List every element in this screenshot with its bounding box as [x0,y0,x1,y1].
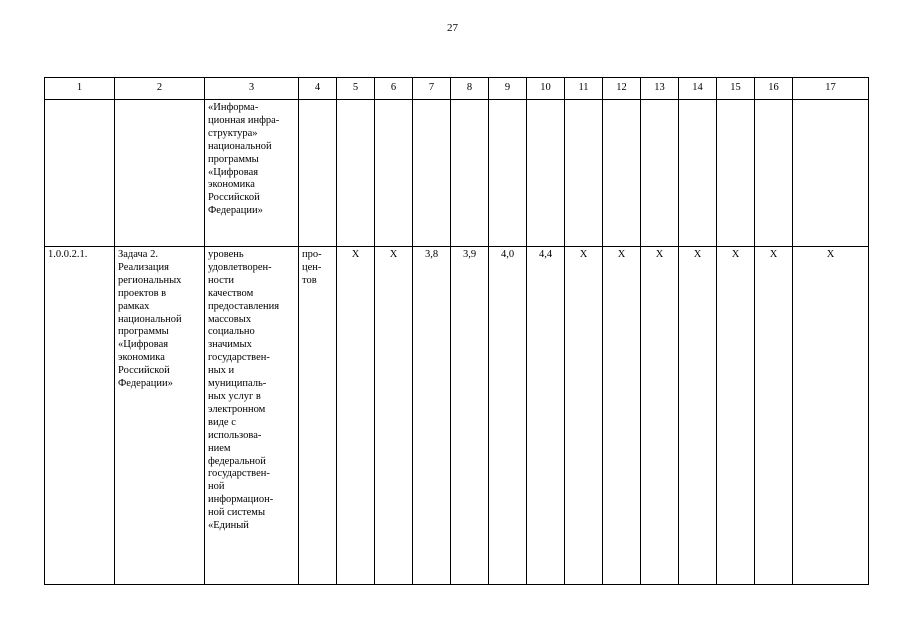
task-name-cell: Задача 2. Реализация региональных проектов в рамках национальной программы «Цифровая экономика Российской Федерации» [115,247,205,585]
column-header: 5 [337,78,375,100]
indicator-name-cell: «Информа- ционная инфра- структура» национальной программы «Цифровая экономика Российской Федерации» [205,100,299,247]
page-number: 27 [447,22,458,34]
table-row [45,247,869,585]
column-header: 8 [451,78,489,100]
value-cell: Х [603,247,641,585]
table-cell [413,100,451,247]
column-header: 14 [679,78,717,100]
table-cell [375,100,413,247]
value-cell: Х [717,247,755,585]
value-cell: Х [375,247,413,585]
value-cell: Х [755,247,793,585]
column-header: 13 [641,78,679,100]
column-header: 17 [793,78,869,100]
indicator-name-cell: уровень удовлетворен- ности качеством предоставления массовых социально значимых государствен- ных и муниципаль- ных услуг в электронном виде с использова- нием федеральной государствен- ной информацион- ной системы «Единый [205,247,299,585]
table-row [45,100,869,247]
table-cell [299,100,337,247]
column-header: 11 [565,78,603,100]
column-header: 9 [489,78,527,100]
table-cell [755,100,793,247]
column-header: 6 [375,78,413,100]
column-header: 4 [299,78,337,100]
table-cell [115,100,205,247]
table-cell [793,100,869,247]
value-cell: 3,8 [413,247,451,585]
column-header: 1 [45,78,115,100]
table-cell [489,100,527,247]
header-row [45,78,869,100]
value-cell: 4,0 [489,247,527,585]
table-cell [451,100,489,247]
table-cell [45,100,115,247]
table-cell [337,100,375,247]
value-cell: Х [641,247,679,585]
value-cell: Х [565,247,603,585]
table-cell [565,100,603,247]
table-cell [679,100,717,247]
table-cell [641,100,679,247]
table-cell [717,100,755,247]
value-cell: 4,4 [527,247,565,585]
column-header: 2 [115,78,205,100]
value-cell: Х [337,247,375,585]
column-header: 15 [717,78,755,100]
column-header: 3 [205,78,299,100]
indicator-table [44,77,869,585]
table-cell [603,100,641,247]
unit-cell: про- цен- тов [299,247,337,585]
column-header: 10 [527,78,565,100]
value-cell: 3,9 [451,247,489,585]
column-header: 7 [413,78,451,100]
column-header: 12 [603,78,641,100]
value-cell: Х [793,247,869,585]
column-header: 16 [755,78,793,100]
indicator-code-cell: 1.0.0.2.1. [45,247,115,585]
table-cell [527,100,565,247]
value-cell: Х [679,247,717,585]
